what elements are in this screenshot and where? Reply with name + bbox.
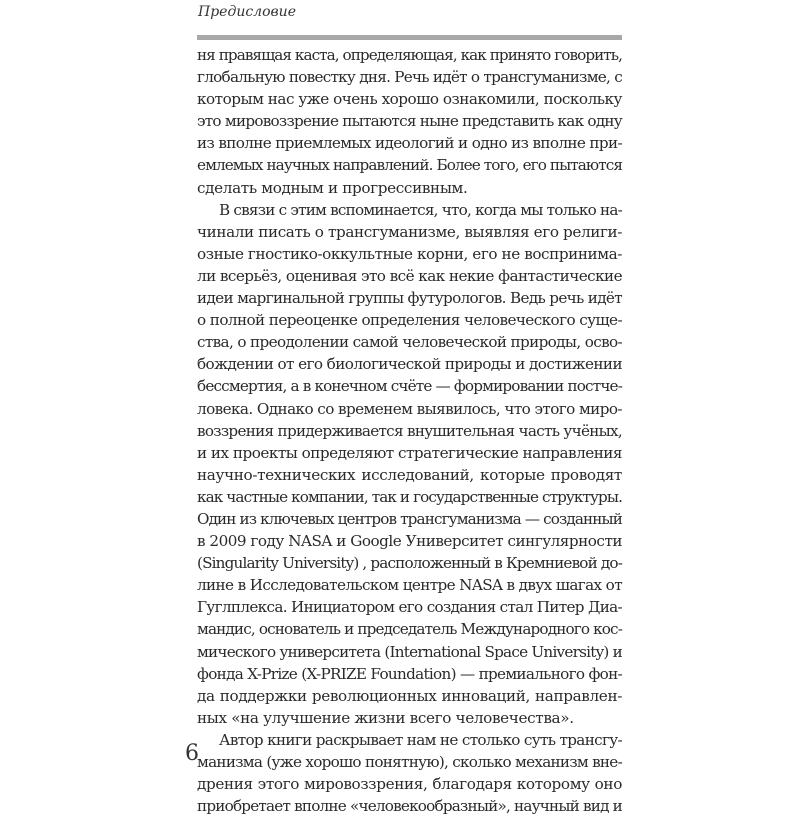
header-rule: [197, 35, 622, 40]
text-line: лине в Исследовательском центре NASA в двух шагах от: [197, 576, 622, 595]
text-line: приобретает вполне «человекообразный», научный вид и: [197, 797, 622, 816]
paragraph: [197, 729, 622, 817]
paragraph: [197, 199, 622, 729]
text-line: Гуглплекса. Инициатором его создания стал Питер Диа-: [197, 598, 622, 617]
text-line: сделать модным и прогрессивным.: [197, 178, 468, 197]
text-line: воззрения придерживается внушительная часть учёных,: [197, 421, 622, 440]
text-line: да поддержки революционных инноваций, направлен-: [197, 686, 622, 705]
text-line: из вполне приемлемых идеологий и одно из вполне при-: [197, 134, 622, 153]
text-line: (Singularity University) , расположенный в Кремниевой до-: [197, 554, 622, 573]
text-line: и их проекты определяют стратегические направления: [197, 443, 622, 462]
text-line: Автор книги раскрывает нам не столько суть трансгу-: [219, 730, 622, 749]
text-line: фонда X-Prize (X-PRIZE Foundation) — премиального фон-: [197, 664, 622, 683]
text-line: бессмертия, а в конечном счёте — формировании постче-: [197, 377, 622, 396]
text-line: дрения этого мировоззрения, благодаря которому оно: [197, 775, 622, 794]
text-line: манизма (уже хорошо понятную), сколько механизм вне-: [197, 753, 622, 771]
text-line: это мировоззрение пытаются ныне представить как одну: [197, 112, 622, 131]
text-line: ли всерьёз, оценивая это всё как некие фантастические: [197, 266, 622, 285]
page-number: 6: [185, 741, 199, 766]
body-text: [197, 44, 622, 817]
text-line: идеи маргинальной группы футурологов. Ведь речь идёт: [197, 289, 622, 308]
text-line: глобальную повестку дня. Речь идёт о трансгуманизме, с: [197, 68, 622, 87]
text-line: чинали писать о трансгуманизме, выявляя его религи-: [197, 222, 622, 241]
text-line: ловека. Однако со временем выявилось, что этого миро-: [197, 399, 622, 418]
text-line: озные гностико-оккультные корни, его не воспринима-: [197, 244, 622, 263]
text-line: емлемых научных направлений. Более того, его пытаются: [197, 156, 622, 175]
text-line: мического университета (International Space University) и: [197, 642, 622, 661]
text-line: которым нас уже очень хорошо ознакомили, поскольку: [197, 90, 622, 109]
paragraph: [197, 44, 622, 199]
text-line: Один из ключевых центров трансгуманизма — созданный: [197, 509, 622, 528]
running-header: Предисловие: [198, 4, 296, 20]
text-line: мандис, основатель и председатель Международного кос-: [197, 620, 622, 639]
text-line: как частные компании, так и государственные структуры.: [197, 487, 622, 506]
text-line: ных «на улучшение жизни всего человечества».: [197, 708, 574, 727]
text-line: ства, о преодолении самой человеческой природы, осво-: [197, 333, 622, 352]
text-line: в 2009 году NASA и Google Университет сингулярности: [197, 532, 622, 551]
text-line: о полной переоценке определения человеческого суще-: [197, 311, 622, 330]
text-line: научно-технических исследований, которые проводят: [197, 465, 622, 484]
text-line: В связи с этим вспоминается, что, когда мы только на-: [219, 200, 622, 219]
text-line: бождении от его биологической природы и достижении: [197, 355, 622, 374]
text-line: ня правящая каста, определяющая, как принято говорить,: [197, 46, 622, 64]
